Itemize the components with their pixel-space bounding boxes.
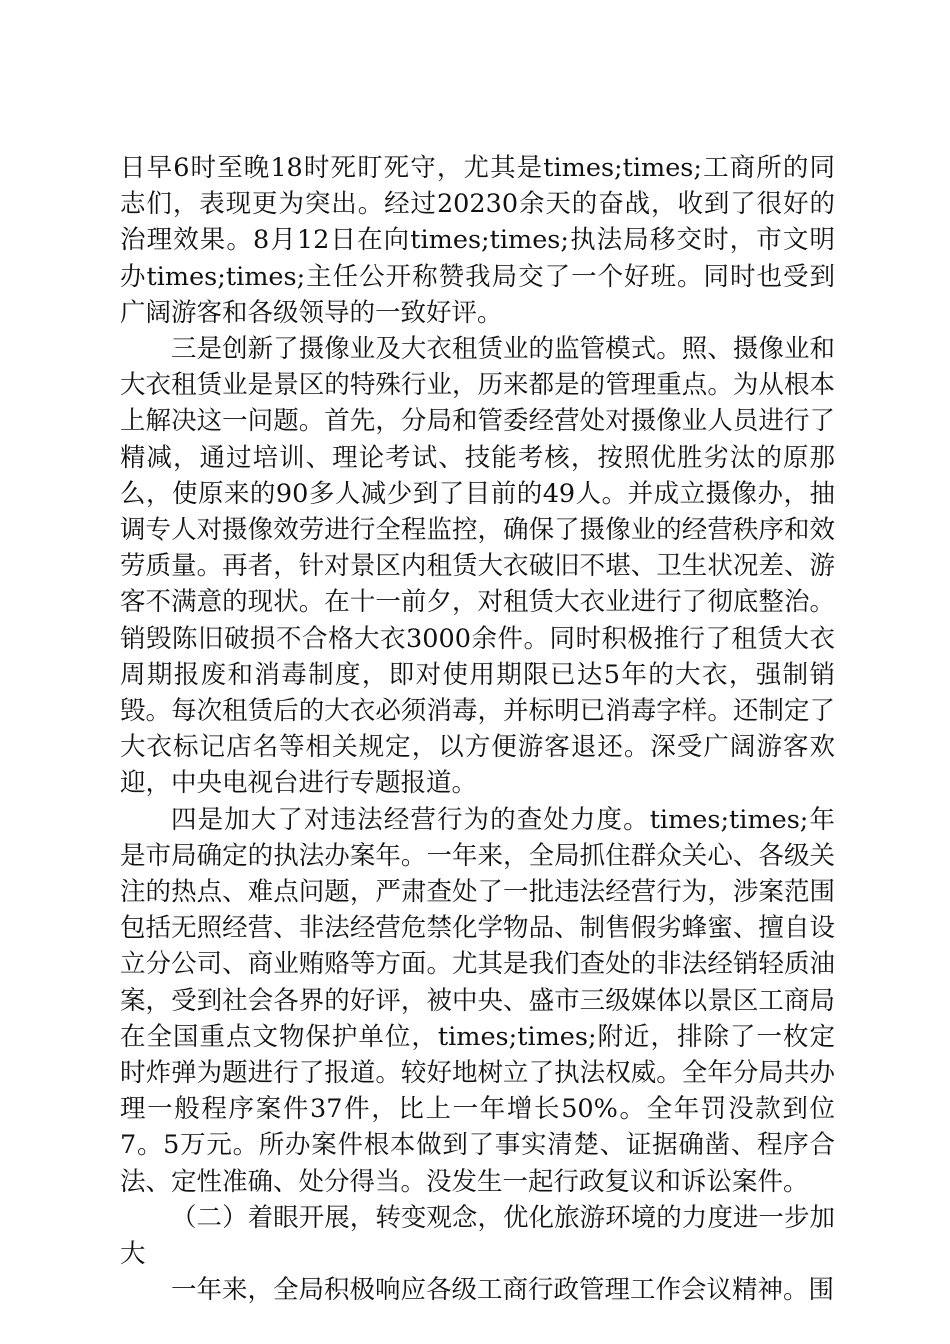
paragraph-continuation: 日早6时至晚18时死盯死守，尤其是times;times;工商所的同志们，表现更为突出。经过20230余天的奋战，收到了很好的治理效果。8月12日在向times;times;执法局移交时，市文明办times;times;主任公开称赞我局交了一个好班。同时也受到广阔游客和各级领导的一致好评。 (120, 153, 835, 328)
paragraph-section-two-intro: 一年来，全局积极响应各级工商行政管理工作会议精神。围 (171, 1275, 835, 1306)
paragraph-item-three: 三是创新了摄像业及大衣租赁业的监管模式。照、摄像业和大衣租赁业是景区的特殊行业，历来都是的管理重点。为从根本上解决这一问题。首先，分局和管委经营处对摄像业人员进行了精减，通过培训、理论考试、技能考核，按照优胜劣汰的原那么，使原来的90多人减少到了目前的49人。并成立摄像办，抽调专人对摄像效劳进行全程监控，确保了摄像业的经营秩序和效劳质量。再者，针对景区内租赁大衣破旧不堪、卫生状况差、游客不满意的现状。在十一前夕，对租赁大衣业进行了彻底整治。销毁陈旧破损不合格大衣3000余件。同时积极推行了租赁大衣周期报废和消毒制度，即对使用期限已达5年的大衣，强制销毁。每次租赁后的大衣必须消毒，并标明已消毒字样。还制定了大衣标记店名等相关规定，以方便游客退还。深受广阔游客欢迎，中央电视台进行专题报道。 (120, 334, 835, 799)
document-body (120, 150, 835, 1309)
paragraph-item-four: 四是加大了对违法经营行为的查处力度。times;times;年是市局确定的执法办案年。一年来，全局抓住群众关心、各级关注的热点、难点问题，严肃查处了一批违法经营行为，涉案范围包括无照经营、非法经营危禁化学物品、制售假劣蜂蜜、擅自设立分公司、商业贿赂等方面。尤其是我们查处的非法经销轻质油案，受到社会各界的好评，被中央、盛市三级媒体以景区工商局在全国重点文物保护单位，times;times;附近，排除了一枚定时炸弹为题进行了报道。较好地树立了执法权威。全年分局共办理一般程序案件37件，比上一年增长50%。全年罚没款到位7。5万元。所办案件根本做到了事实清楚、证据确凿、程序合法、定性准确、处分得当。没发生一起行政复议和诉讼案件。 (120, 804, 835, 1197)
section-heading-two: （二）着眼开展，转变观念，优化旅游环境的力度进一步加大 (120, 1202, 835, 1270)
